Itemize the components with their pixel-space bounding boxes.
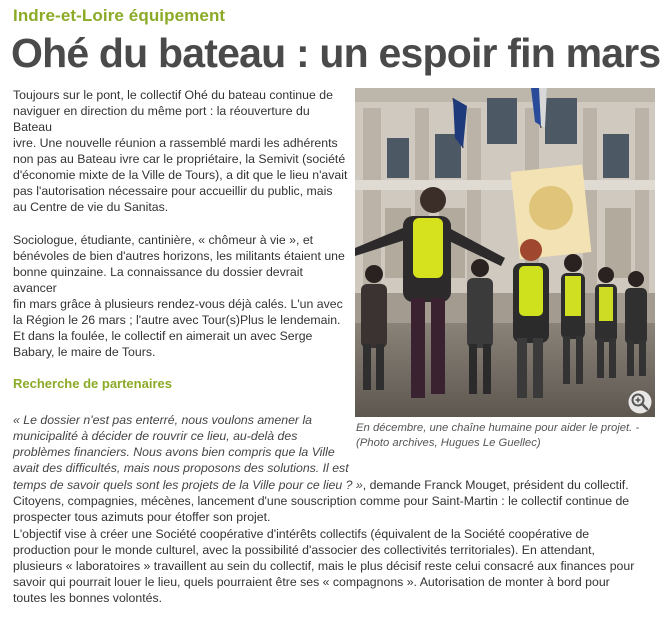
- tail-line: Citoyens, compagnies, mécènes, lancement d'une souscription comme pour Saint-Martin : le collectif continue de: [13, 494, 630, 508]
- second-line: Babary, le maire de Tours.: [13, 345, 156, 359]
- article-photo[interactable]: [355, 88, 655, 417]
- photo-caption: [356, 421, 658, 451]
- intro-line: d'économie mixte de la Ville de Tours), a dit que le lieu n'avait: [13, 168, 348, 182]
- intro-line: au Centre de vie du Sanitas.: [13, 200, 169, 214]
- second-line: fin mars grâce à plusieurs rendez-vous déjà calés. L'un avec: [13, 297, 343, 311]
- tail-line: prospecter tous azimuts pour étoffer son projet.: [13, 510, 271, 524]
- quote-paragraph: [13, 412, 358, 476]
- tail-line: production pour le monde culturel, avec la possibilité d'associer des collectivités territoriales). En attendant,: [13, 543, 595, 557]
- caption-line: (Photo archives, Hugues Le Guellec): [356, 437, 541, 449]
- second-line: bénévoles de bien d'autres horizons, les militants étaient une: [13, 249, 345, 263]
- quote-attribution: , demande Franck Mouget, président du collectif.: [362, 478, 629, 492]
- second-paragraph: [13, 232, 349, 360]
- quote-closing-line: [13, 477, 653, 493]
- section-subheading: Recherche de partenaires: [13, 376, 172, 391]
- caption-line: En décembre, une chaîne humaine pour aider le projet. -: [356, 422, 640, 434]
- intro-line: ivre. Une nouvelle réunion a rassemblé mardi les adhérents: [13, 136, 338, 150]
- second-line: la Région le 26 mars ; l'autre avec Tour(s)Plus le lendemain.: [13, 313, 341, 327]
- article-kicker: Indre-et-Loire équipement: [13, 6, 226, 25]
- intro-paragraph: [13, 87, 349, 215]
- tail-line: toutes les bonnes volontés.: [13, 591, 163, 605]
- quote-line: municipalité à décider de rouvrir ce lieu, au-delà des: [13, 429, 298, 444]
- quote-line: « Le dossier n'est pas enterré, nous voulons amener la: [13, 413, 313, 427]
- tail-line: L'objectif vise à créer une Société coopérative d'intérêts collectifs (équivalent de la Société coopérative de: [13, 527, 590, 541]
- intro-line: non pas au Bateau ivre car le propriétaire, la Semivit (société: [13, 152, 346, 166]
- zoom-button[interactable]: [628, 390, 652, 414]
- quote-line: avait des difficultés, mais nous proposons des solutions. Il est: [13, 461, 349, 476]
- intro-line: pas l'autorisation nécessaire pour accueillir du public, mais: [13, 184, 333, 198]
- quote-line: problèmes financiers. Nous avons bien compris que la Ville: [13, 445, 335, 460]
- second-line: bonne quinzaine. La connaissance du dossier devrait avancer: [13, 265, 303, 295]
- photo-illustration: [355, 88, 655, 417]
- intro-line: naviguer en direction du même port : la réouverture du Bateau: [13, 104, 310, 134]
- tail-line: plusieurs « laboratoires » travaillent au sein du collectif, mais le plus décisif reste celui consacré aux finances pour: [13, 559, 635, 573]
- intro-line: Toujours sur le pont, le collectif Ohé du bateau continue de: [13, 88, 333, 102]
- second-line: Sociologue, étudiante, cantinière, « chômeur à vie », et: [13, 233, 314, 247]
- second-line: Et dans la foulée, le collectif en aimerait un avec Serge: [13, 329, 313, 343]
- quote-end: temps de savoir quels sont les projets de la Ville pour ce lieu ? »: [13, 478, 363, 492]
- article-headline: Ohé du bateau : un espoir fin mars: [11, 30, 661, 76]
- magnifier-plus-icon: [628, 390, 652, 414]
- tail-line: savoir qui pourrait louer le lieu, quels pourraient être ses « compagnons ». Autorisation de monter à bord pour: [13, 575, 610, 589]
